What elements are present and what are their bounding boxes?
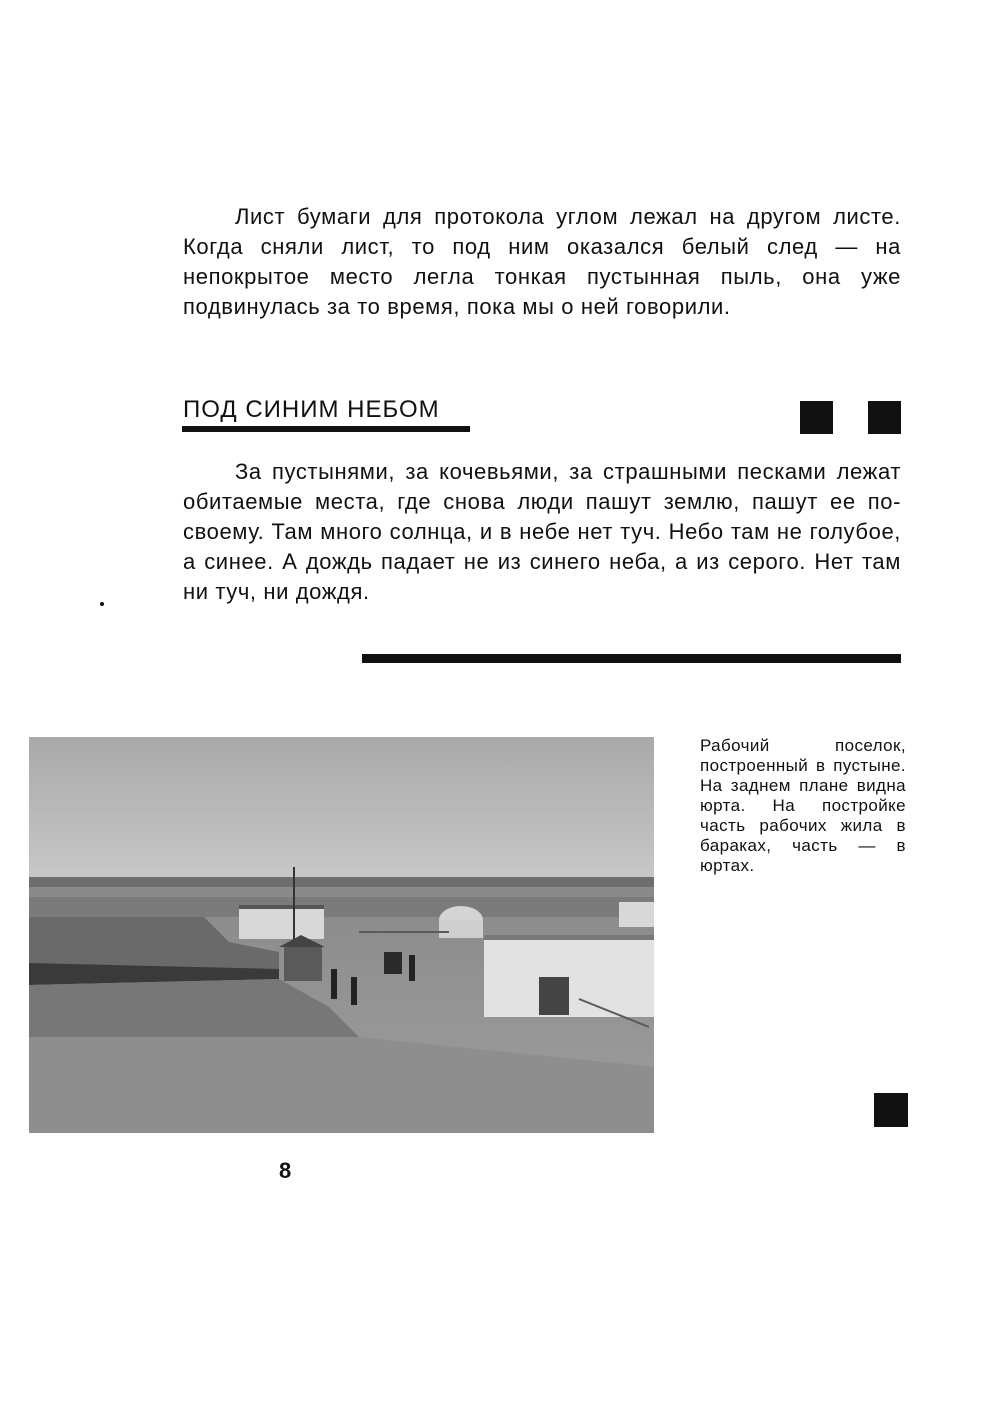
- section-heading: ПОД СИНИМ НЕБОМ: [183, 396, 440, 423]
- margin-dot: [100, 602, 104, 606]
- body-paragraph-2: За пустынями, за кочевьями, за страшными песками лежат обитаемые места, где снова люди пашут землю, пашут ее по-своему. Там много солнца, и в небе нет туч. Небо там не голубое, а синее. А дождь падает не из синего неба, а из серого. Нет там ни туч, ни дождя.: [183, 459, 901, 604]
- heading-underline: [182, 426, 470, 432]
- decorative-square-2: [868, 401, 901, 434]
- body-paragraph-1: Лист бумаги для протокола углом лежал на другом листе. Когда сняли лист, то под ним оказался белый след — на непокрытое место легла тонкая пустынная пыль, она уже подвинулась за то время, пока мы о ней говорили.: [183, 204, 901, 319]
- separator-rule: [362, 654, 901, 663]
- decorative-square-1: [800, 401, 833, 434]
- photo-caption: Рабочий поселок, построенный в пустыне. На заднем плане видна юрта. На постройке часть рабочих жила в бараках, часть — в юртах.: [700, 736, 906, 875]
- page-number: 8: [279, 1158, 292, 1183]
- settlement-photo: [29, 737, 654, 1133]
- decorative-square-3: [874, 1093, 908, 1127]
